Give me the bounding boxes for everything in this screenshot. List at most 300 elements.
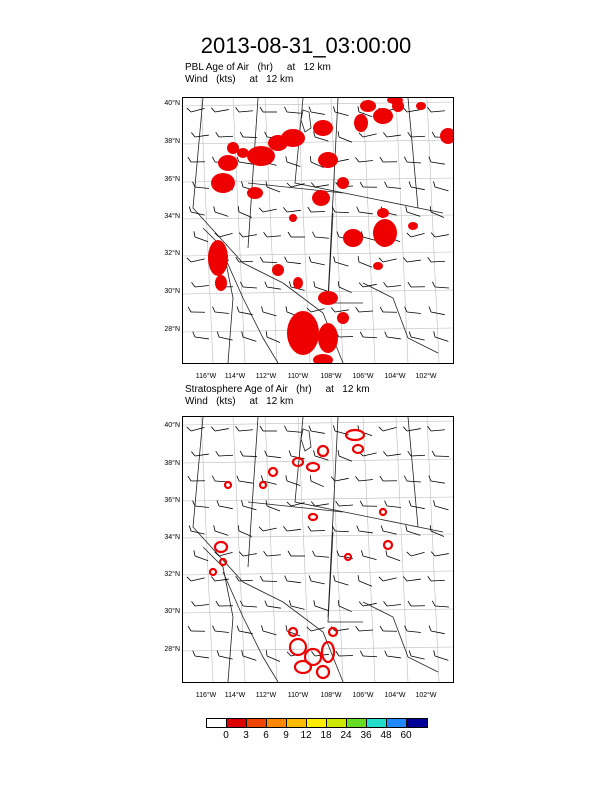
wind-barb: [336, 332, 353, 338]
wind-barb-staff: [267, 456, 281, 458]
lon-label: 110°W: [287, 373, 309, 380]
wind-barb-staff: [363, 337, 377, 338]
wind-barb-staff: [267, 337, 280, 342]
wind-barb: [212, 476, 229, 482]
wind-barb-staff: [431, 162, 445, 164]
wind-barb: [360, 182, 377, 187]
wind-barb-staff: [387, 187, 401, 188]
wind-barb-flag: [336, 131, 341, 137]
wind-barb: [312, 281, 330, 291]
border-line: [408, 417, 418, 527]
wind-barb-flag: [428, 257, 431, 262]
lon-label: 106°W: [352, 692, 374, 699]
wind-barb-staff: [243, 287, 257, 288]
wind-barb: [283, 524, 300, 531]
wind-barb-staff: [383, 427, 397, 431]
wind-barb: [259, 523, 277, 531]
pbl-age-region: [343, 229, 363, 247]
wind-barb-flag: [260, 306, 264, 312]
wind-barb-flag: [264, 650, 269, 656]
wind-barb: [264, 331, 282, 342]
wind-barb: [332, 526, 349, 532]
wind-barb: [188, 525, 206, 534]
wind-barb-flag: [384, 182, 388, 187]
wind-barb: [236, 525, 254, 536]
wind-barb-flag: [432, 601, 435, 606]
wind-barb-flag: [283, 526, 287, 531]
wind-barb-flag: [212, 626, 216, 631]
wind-barb-flag: [359, 601, 363, 606]
wind-barb-flag: [312, 551, 315, 556]
pbl-age-region: [237, 148, 249, 158]
wind-barb-staff: [195, 506, 209, 507]
colorbar: [206, 718, 428, 728]
wind-barb: [212, 626, 229, 633]
wind-barb: [428, 575, 445, 581]
wind-barb: [356, 207, 374, 214]
panel1-subtitle-line1: PBL Age of Air (hr) at 12 km: [185, 62, 331, 73]
wind-barb: [216, 450, 233, 456]
pbl-age-region: [313, 354, 333, 363]
border-line: [248, 417, 258, 567]
wind-barb-flag: [332, 425, 336, 431]
colorbar-label: 48: [380, 730, 392, 741]
wind-barb: [260, 625, 278, 634]
wind-barb: [216, 501, 234, 509]
colorbar-label: 36: [360, 730, 372, 741]
lon-label: 104°W: [384, 692, 406, 699]
wind-barb-staff: [315, 237, 329, 238]
wind-barb-staff: [407, 260, 421, 262]
wind-barb-flag: [187, 576, 191, 582]
wind-barb-flag: [308, 107, 312, 112]
wind-barb-flag: [264, 500, 269, 506]
wind-barb-flag: [407, 551, 411, 557]
wind-barb: [403, 255, 421, 262]
border-line: [248, 98, 258, 248]
pbl-age-region: [293, 277, 303, 289]
wind-barb: [379, 254, 397, 263]
pbl-age-region: [373, 108, 393, 124]
wind-barb-flag: [308, 575, 312, 581]
wind-barb: [432, 282, 449, 288]
wind-barb-flag: [356, 626, 359, 631]
wind-barb-flag: [383, 601, 387, 606]
wind-barb: [188, 206, 206, 215]
wind-barb-flag: [308, 526, 311, 531]
wind-barb-flag: [239, 551, 243, 556]
wind-barb-staff: [315, 556, 329, 557]
wind-barb: [332, 207, 349, 213]
wind-barb-staff: [335, 310, 349, 312]
panel2-subtitle-line1: Stratosphere Age of Air (hr) at 12 km: [185, 384, 370, 395]
wind-barb-staff: [315, 504, 329, 506]
wind-barb: [216, 131, 233, 137]
wind-barb-flag: [308, 475, 313, 481]
wind-barb-staff: [287, 162, 300, 167]
lat-label: 34°N: [164, 534, 180, 541]
wind-barb: [260, 107, 277, 112]
wind-barb-staff: [311, 112, 325, 114]
wind-barb: [264, 650, 282, 661]
pbl-age-region: [416, 102, 426, 110]
wind-barb: [408, 131, 425, 137]
wind-barb-staff: [435, 606, 449, 607]
wind-barb-flag: [356, 106, 361, 112]
wind-barb-flag: [432, 650, 436, 656]
wind-barb: [264, 231, 281, 237]
wind-barb-flag: [188, 626, 191, 631]
wind-barb: [359, 598, 377, 606]
wind-barb: [188, 626, 205, 631]
wind-barb-flag: [356, 526, 360, 531]
wind-barb-flag: [236, 626, 240, 631]
lat-label: 38°N: [164, 460, 180, 467]
wind-barb-flag: [187, 107, 191, 113]
lat-label: 32°N: [164, 571, 180, 578]
wind-barb: [284, 576, 301, 583]
map-panel-pbl-age: [182, 97, 454, 364]
wind-barb: [188, 307, 205, 312]
wind-barb-flag: [408, 501, 412, 506]
wind-barb-flag: [331, 307, 335, 312]
wind-barb-flag: [428, 426, 431, 431]
wind-barb: [355, 475, 372, 482]
wind-barb: [259, 204, 277, 212]
wind-barb-staff: [215, 531, 228, 535]
wind-barb-flag: [379, 576, 383, 582]
wind-barb-flag: [311, 651, 315, 656]
lon-label: 110°W: [287, 692, 309, 699]
wind-barb: [336, 281, 354, 292]
wind-barb: [312, 232, 329, 238]
wind-barb-staff: [219, 455, 233, 456]
wind-barb: [336, 500, 353, 506]
wind-barb-flag: [284, 306, 289, 312]
wind-barb-staff: [407, 312, 421, 313]
wind-barb: [236, 256, 253, 262]
wind-barb-flag: [308, 426, 312, 431]
wind-barb-flag: [360, 182, 363, 187]
wind-barb-staff: [383, 531, 397, 534]
wind-barb-staff: [195, 337, 209, 339]
wind-barb-flag: [360, 651, 363, 656]
stratosphere-age-region: [380, 509, 386, 515]
wind-barb: [308, 575, 326, 583]
wind-barb-staff: [387, 135, 401, 137]
wind-barb-flag: [212, 307, 216, 312]
wind-barb-flag: [264, 132, 268, 137]
latitude-gridline: [183, 421, 453, 425]
wind-barb-staff: [315, 185, 329, 187]
wind-barb-staff: [191, 578, 205, 581]
wind-barb: [356, 575, 374, 586]
wind-barb: [240, 451, 257, 457]
wind-barb-flag: [188, 525, 192, 531]
wind-barb: [404, 307, 421, 314]
wind-barb-flag: [408, 451, 411, 456]
wind-barb-flag: [379, 426, 383, 432]
wind-barb: [431, 230, 449, 238]
pbl-age-region: [289, 214, 297, 222]
wind-barb: [432, 650, 450, 660]
pbl-age-region: [337, 312, 349, 324]
wind-barb-staff: [195, 656, 209, 658]
wind-barb-staff: [435, 287, 449, 288]
wind-barb-staff: [287, 481, 300, 486]
wind-barb: [264, 550, 281, 556]
wind-barb-flag: [284, 625, 289, 631]
wind-barb: [356, 256, 374, 267]
colorbar-label: 6: [263, 730, 269, 741]
wind-barb: [312, 551, 329, 557]
wind-barb: [384, 182, 401, 189]
pbl-age-region: [377, 208, 389, 218]
wind-barb-staff: [315, 606, 328, 611]
wind-barb-flag: [216, 650, 220, 656]
stratosphere-age-region: [269, 468, 277, 476]
wind-barb-flag: [312, 450, 316, 456]
wind-barb: [380, 626, 397, 631]
colorbar-swatch: [247, 719, 267, 727]
wind-barb-staff: [191, 108, 205, 112]
longitude-gridline: [201, 417, 213, 682]
wind-barb-staff: [287, 529, 301, 531]
wind-barb-flag: [283, 207, 287, 212]
wind-barb: [239, 549, 257, 557]
pbl-age-region: [318, 291, 338, 305]
wind-barb-flag: [312, 281, 316, 287]
wind-barb-staff: [359, 581, 372, 586]
wind-barb: [260, 306, 278, 315]
lat-label: 36°N: [164, 497, 180, 504]
wind-barb-staff: [335, 478, 349, 481]
wind-barb-flag: [240, 500, 244, 506]
wind-barb-staff: [195, 556, 208, 561]
wind-barb: [380, 476, 397, 481]
wind-barb-staff: [191, 531, 205, 534]
wind-barb-flag: [356, 307, 359, 312]
wind-barb: [432, 601, 449, 607]
wind-barb-staff: [407, 579, 421, 581]
wind-barb: [380, 525, 398, 534]
wind-barb-flag: [384, 651, 388, 656]
wind-barb: [307, 623, 325, 632]
pbl-age-region: [354, 114, 368, 132]
latitude-gridline: [183, 534, 453, 538]
colorbar-label: 9: [283, 730, 289, 741]
longitude-gridline: [427, 417, 439, 682]
wind-barb-flag: [212, 525, 216, 531]
wind-barb: [240, 132, 257, 138]
lat-label: 40°N: [164, 422, 180, 429]
wind-barb: [191, 600, 208, 607]
wind-barb: [240, 331, 258, 341]
wind-barb: [311, 499, 329, 507]
wind-barb-flag: [428, 626, 432, 631]
wind-barb-flag: [403, 576, 407, 581]
wind-barb-flag: [384, 501, 388, 506]
wind-barb-staff: [219, 233, 233, 237]
wind-barb: [264, 601, 282, 609]
pbl-age-region: [211, 173, 235, 193]
stratosphere-age-region: [210, 569, 216, 575]
wind-barb-staff: [407, 162, 421, 163]
wind-barb-staff: [411, 455, 425, 456]
wind-barb-flag: [236, 476, 240, 481]
colorbar-swatch: [347, 719, 367, 727]
lat-label: 40°N: [164, 100, 180, 107]
lat-label: 34°N: [164, 213, 180, 220]
wind-barb-staff: [267, 236, 281, 237]
wind-barb: [332, 106, 350, 115]
wind-barb-staff: [315, 137, 328, 141]
wind-barb-flag: [236, 426, 239, 431]
lon-label: 102°W: [415, 373, 437, 380]
wind-barb: [380, 307, 397, 312]
wind-barb-staff: [291, 606, 305, 609]
wind-barb-staff: [387, 286, 401, 287]
stratosphere-age-region: [215, 542, 227, 552]
stratosphere-age-region: [295, 661, 311, 673]
wind-barb: [192, 651, 210, 658]
wind-barb-staff: [363, 656, 377, 657]
wind-barb-flag: [331, 476, 335, 481]
colorbar-swatch: [227, 719, 247, 727]
wind-barb-flag: [336, 450, 341, 456]
wind-barb-staff: [431, 312, 445, 315]
wind-barb: [432, 331, 450, 341]
wind-barb-flag: [260, 475, 264, 481]
pbl-age-region: [313, 120, 333, 136]
wind-barb: [336, 600, 354, 611]
wind-barb-staff: [363, 556, 377, 560]
wind-barb-staff: [311, 431, 325, 433]
border-line: [408, 98, 418, 208]
wind-barb: [383, 130, 401, 137]
wind-barb-flag: [380, 476, 383, 481]
pbl-age-region: [247, 146, 275, 166]
wind-barb-flag: [264, 451, 268, 456]
wind-barb-staff: [335, 531, 349, 532]
wind-barb: [216, 650, 234, 659]
wind-barb-flag: [408, 182, 412, 187]
wind-barb-flag: [408, 331, 412, 337]
colorbar-label: 3: [243, 730, 249, 741]
wind-barb: [408, 282, 425, 287]
wind-barb-staff: [383, 259, 397, 262]
wind-barb-staff: [243, 235, 257, 237]
wind-barb: [308, 475, 326, 486]
wind-barb: [283, 205, 300, 212]
wind-barb-staff: [387, 556, 400, 561]
wind-barb: [311, 180, 329, 188]
wind-barb: [236, 425, 253, 431]
longitude-gridline: [427, 98, 439, 363]
wind-barb-flag: [407, 232, 411, 238]
wind-barb-staff: [411, 136, 425, 137]
wind-barb-staff: [359, 311, 373, 312]
wind-barb-flag: [264, 331, 269, 337]
wind-barb: [240, 601, 257, 607]
wind-barb-staff: [291, 184, 305, 187]
wind-barb: [355, 156, 372, 163]
wind-barb-staff: [191, 212, 205, 215]
wind-barb-flag: [359, 282, 363, 287]
wind-barb-flag: [355, 157, 359, 162]
border-line: [203, 547, 233, 682]
wind-barb-flag: [380, 157, 383, 162]
wind-barb-staff: [387, 506, 401, 507]
wind-barb-flag: [308, 156, 313, 162]
wind-barb-flag: [264, 181, 269, 187]
wind-barb-flag: [360, 550, 364, 556]
wind-barb-staff: [219, 506, 233, 509]
pbl-age-region: [312, 190, 330, 206]
colorbar-label: 12: [300, 730, 312, 741]
wind-barb-flag: [360, 332, 363, 337]
wind-barb-flag: [408, 132, 411, 137]
pbl-age-region: [287, 311, 319, 355]
wind-barb-flag: [432, 500, 436, 506]
wind-barb-flag: [404, 206, 408, 212]
colorbar-swatch: [387, 719, 407, 727]
wind-barb: [384, 501, 401, 508]
wind-barb-staff: [215, 631, 229, 632]
wind-barb: [260, 576, 277, 582]
wind-barb-staff: [287, 581, 301, 583]
wind-barb-flag: [288, 450, 292, 456]
wind-barb-flag: [264, 282, 268, 287]
wind-barb: [284, 156, 302, 166]
stratosphere-age-region: [220, 559, 226, 565]
wind-barb-flag: [356, 207, 360, 212]
wind-barb-staff: [335, 212, 349, 213]
wind-barb-staff: [435, 506, 448, 510]
wind-barb-staff: [431, 580, 445, 581]
wind-barb: [360, 501, 377, 506]
wind-barb: [383, 449, 401, 456]
stratosphere-age-region: [317, 666, 329, 678]
wind-barb: [331, 305, 349, 313]
pbl-age-region: [360, 100, 376, 112]
wind-barb-flag: [259, 526, 263, 532]
wind-barb-flag: [380, 626, 383, 631]
wind-barb: [407, 229, 425, 238]
wind-barb-flag: [240, 451, 243, 456]
wind-barb: [192, 332, 210, 339]
wind-barb-flag: [379, 257, 383, 263]
wind-barb-flag: [216, 501, 220, 506]
wind-barb: [356, 306, 373, 312]
wind-barb-flag: [403, 426, 407, 431]
wind-barb-flag: [212, 157, 215, 162]
wind-barb-flag: [356, 256, 361, 262]
wind-barb-flag: [212, 476, 215, 481]
stratosphere-age-region: [346, 430, 364, 440]
wind-barb-staff: [195, 454, 209, 456]
map-panel-stratosphere-age: [182, 416, 454, 683]
wind-barb: [408, 182, 426, 190]
wind-barb-staff: [195, 187, 209, 188]
wind-barb-flag: [403, 257, 407, 262]
wind-barb: [216, 331, 234, 340]
wind-barb: [380, 157, 397, 162]
wind-barb: [407, 548, 425, 557]
lon-label: 102°W: [415, 692, 437, 699]
wind-barb-flag: [336, 651, 339, 656]
wind-barb-flag: [428, 107, 431, 112]
